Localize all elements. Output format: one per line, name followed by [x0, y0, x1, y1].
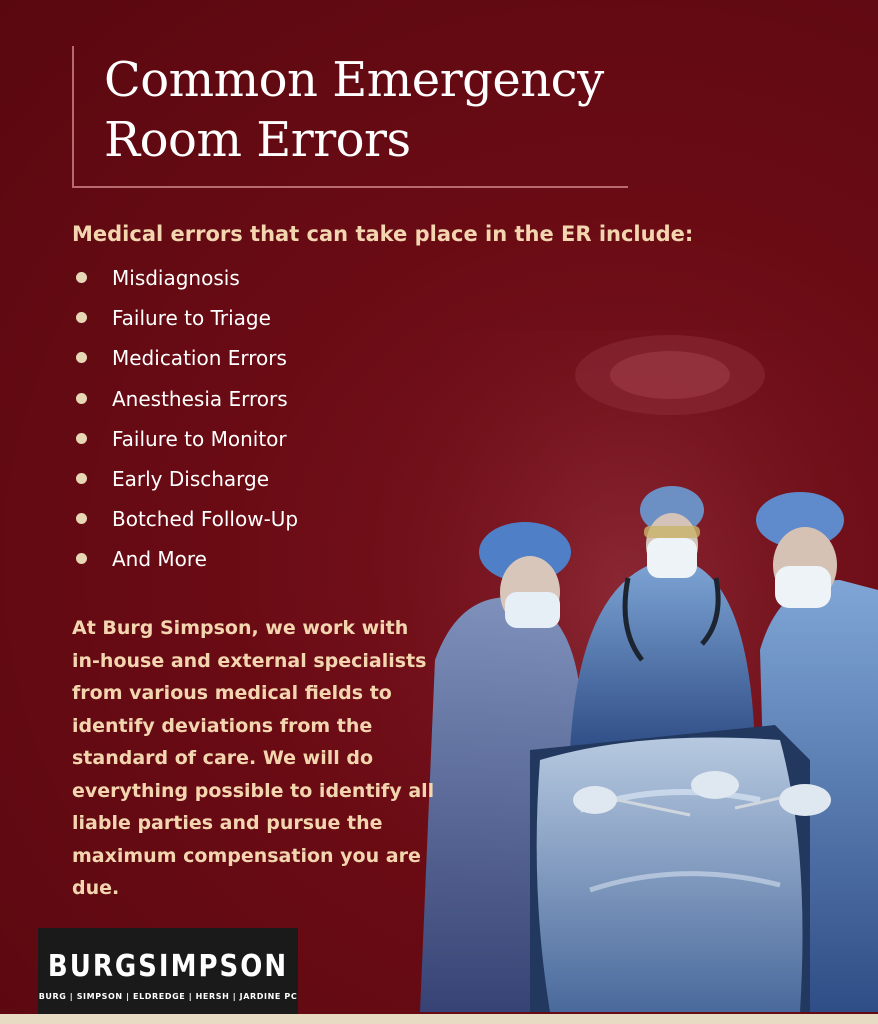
- surgery-photo: [380, 330, 878, 1012]
- intro-text: Medical errors that can take place in the ER include:: [72, 222, 694, 246]
- bullet-icon: [76, 513, 87, 524]
- logo-wordmark: BURGSIMPSON: [47, 949, 289, 985]
- list-item-label: Failure to Monitor: [112, 426, 287, 451]
- list-item: [72, 499, 298, 539]
- company-logo: [38, 928, 298, 1024]
- page-title: Common Emergency Room Errors: [104, 52, 604, 168]
- list-item: [72, 338, 298, 378]
- list-item-label: Misdiagnosis: [112, 266, 240, 290]
- bullet-icon: [76, 272, 87, 283]
- list-item-label: Medication Errors: [112, 346, 287, 371]
- list-item: [72, 419, 298, 459]
- list-item: [72, 379, 298, 419]
- bullet-icon: [76, 473, 87, 484]
- logo-subtitle: BURG | SIMPSON | ELDREDGE | HERSH | JARDINE PC: [38, 992, 298, 1001]
- title-block: [72, 46, 628, 188]
- list-item: [72, 258, 298, 298]
- list-item: [72, 298, 298, 338]
- bullet-icon: [76, 433, 87, 444]
- bullet-icon: [76, 553, 87, 564]
- list-item-label: Failure to Triage: [112, 306, 271, 331]
- list-item-label: Botched Follow-Up: [112, 507, 299, 532]
- bullet-icon: [76, 393, 87, 404]
- list-item-label: And More: [112, 547, 207, 572]
- list-item-label: Early Discharge: [112, 466, 270, 491]
- list-item: [72, 539, 298, 579]
- bottom-bar: [0, 1014, 878, 1024]
- list-item: [72, 459, 298, 499]
- error-list: [72, 258, 298, 580]
- bullet-icon: [76, 352, 87, 363]
- list-item-label: Anesthesia Errors: [112, 386, 288, 411]
- bullet-icon: [76, 312, 87, 323]
- description-paragraph: At Burg Simpson, we work with in-house and external specialists from various medical fields to identify deviations from the standard of care. We will do everything possible to identify all liable parties and pursue the maximum compensation you are due.: [72, 617, 435, 899]
